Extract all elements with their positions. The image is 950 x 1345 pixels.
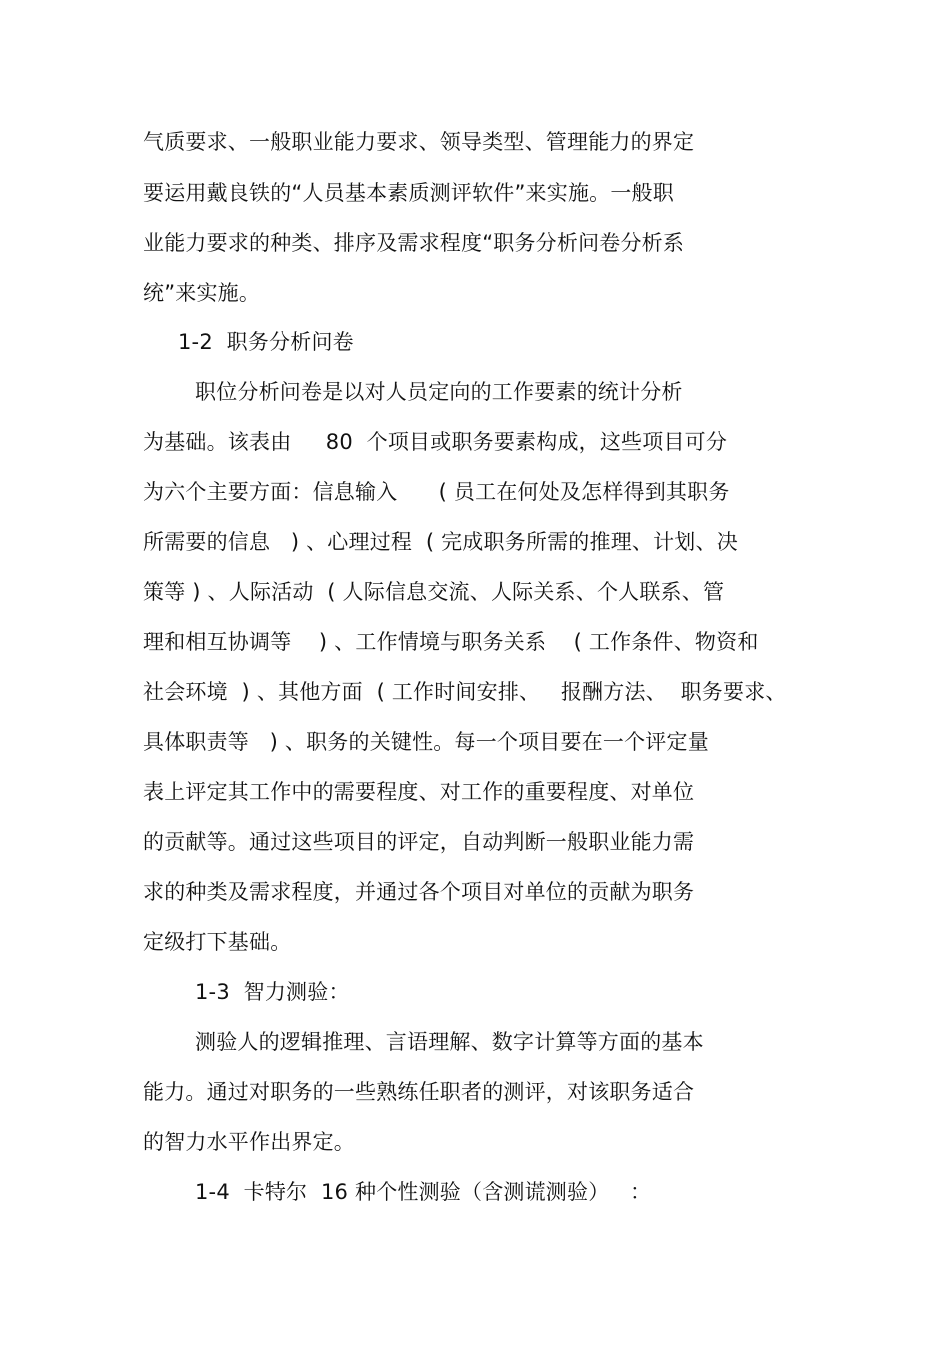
text-line: 所需要的信息 ) 、心理过程 ( 完成职务所需的推理、计划、决 — [143, 530, 738, 554]
section-heading: 1-3 智力测验： — [195, 980, 350, 1004]
text-line: 能力。通过对职务的一些熟练任职者的测评，对该职务适合 — [143, 1080, 695, 1104]
text-line: 气质要求、一般职业能力要求、领导类型、管理能力的界定 — [143, 130, 695, 154]
paragraph-first-line: 测验人的逻辑推理、言语理解、数字计算等方面的基本 — [195, 1030, 704, 1054]
text-line: 策等 ) 、人际活动 ( 人际信息交流、人际关系、个人联系、管 — [143, 580, 725, 604]
paragraph-first-line: 职位分析问卷是以对人员定向的工作要素的统计分析 — [195, 380, 683, 404]
text-line: 为六个主要方面：信息输入 ( 员工在何处及怎样得到其职务 — [143, 480, 730, 504]
text-line: 为基础。该表由 80 个项目或职务要素构成，这些项目可分 — [143, 430, 728, 454]
text-line: 业能力要求的种类、排序及需求程度“职务分析问卷分析系 — [143, 231, 685, 255]
text-line: 理和相互协调等 ) 、工作情境与职务关系 ( 工作条件、物资和 — [143, 630, 759, 654]
text-line: 求的种类及需求程度，并通过各个项目对单位的贡献为职务 — [143, 880, 695, 904]
text-line: 的贡献等。通过这些项目的评定，自动判断一般职业能力需 — [143, 830, 695, 854]
text-line: 要运用戴良铁的“人员基本素质测评软件”来实施。一般职 — [143, 181, 674, 205]
text-line: 具体职责等 ) 、职务的关键性。每一个项目要在一个评定量 — [143, 730, 709, 754]
text-line: 社会环境 ) 、其他方面 ( 工作时间安排、 报酬方法、 职务要求、 — [143, 680, 787, 704]
section-heading: 1-2 职务分析问卷 — [178, 330, 354, 354]
text-line: 定级打下基础。 — [143, 930, 292, 954]
text-line: 统”来实施。 — [143, 281, 261, 305]
text-line: 表上评定其工作中的需要程度、对工作的重要程度、对单位 — [143, 780, 695, 804]
text-line: 的智力水平作出界定。 — [143, 1130, 355, 1154]
section-heading: 1-4 卡特尔 16 种个性测验（含测谎测验） ： — [195, 1180, 652, 1204]
